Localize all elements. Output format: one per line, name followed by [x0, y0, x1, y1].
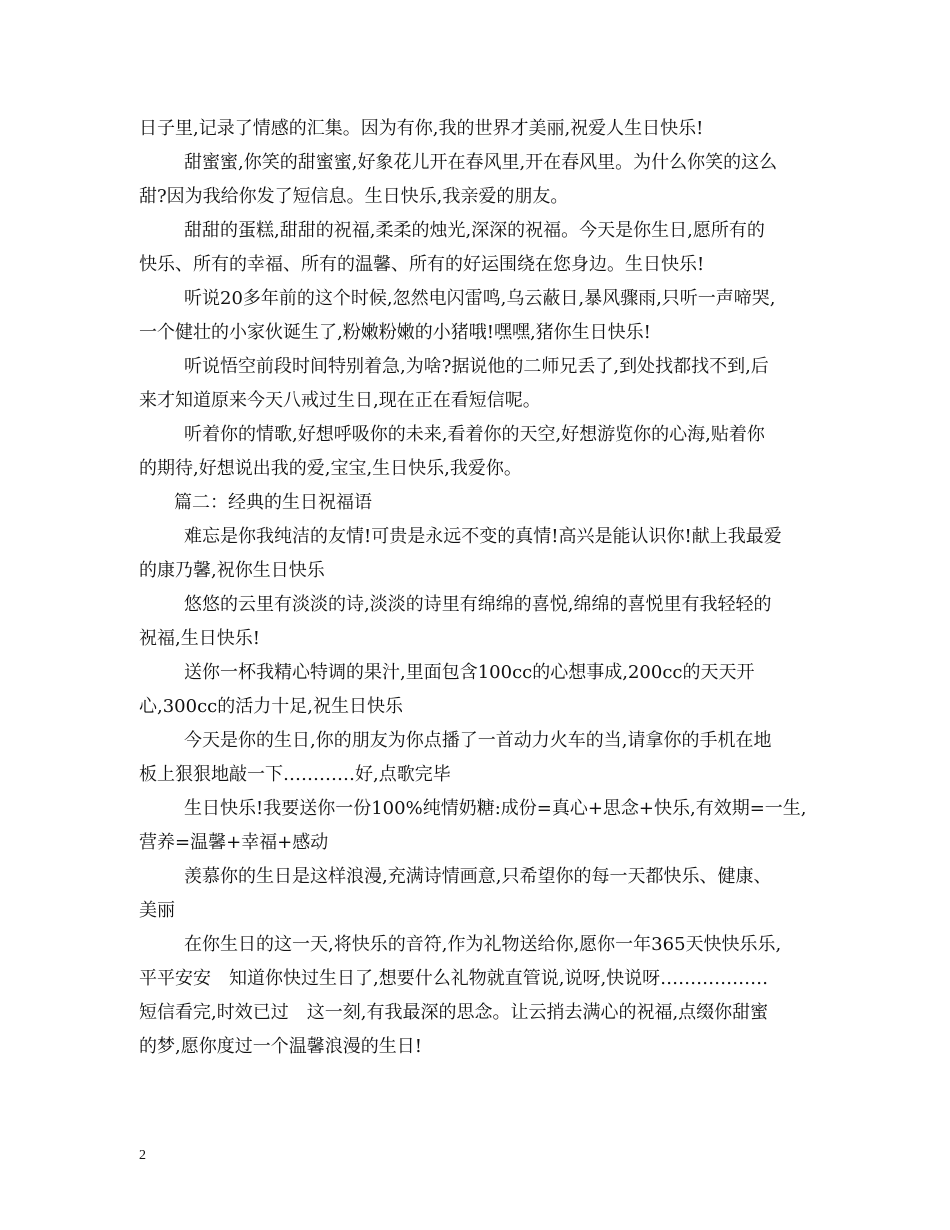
page-number: 2 — [139, 1148, 146, 1163]
text-line: 祝福,生日快乐! — [139, 628, 260, 649]
text-line: 平平安安 知道你快过生日了,想要什么礼物就直管说,说呀,快说呀……………… — [139, 968, 769, 989]
text-line: 的期待,好想说出我的爱,宝宝,生日快乐,我爱你。 — [139, 458, 522, 479]
text-line: 板上狠狠地敲一下…………好,点歌完毕 — [139, 764, 451, 785]
text-line: 听说悟空前段时间特别着急,为啥?据说他的二师兄丢了,到处找都找不到,后 — [184, 356, 769, 377]
section-heading: 篇二：经典的生日祝福语 — [174, 492, 372, 513]
body-text — [139, 112, 819, 1064]
text-line: 短信看完,时效已过 这一刻,有我最深的思念。让云捎去满心的祝福,点缀你甜蜜 — [139, 1002, 769, 1023]
text-line: 听着你的情歌,好想呼吸你的未来,看着你的天空,好想游览你的心海,贴着你 — [184, 424, 765, 445]
text-line: 今天是你的生日,你的朋友为你点播了一首动力火车的当,请拿你的手机在地 — [184, 730, 772, 751]
text-line: 的梦,愿你度过一个温馨浪漫的生日! — [139, 1036, 422, 1057]
text-line: 生日快乐!我要送你一份100%纯情奶糖:成份=真心+思念+快乐,有效期=一生, — [184, 798, 807, 819]
text-line: 羡慕你的生日是这样浪漫,充满诗情画意,只希望你的每一天都快乐、健康、 — [184, 866, 772, 887]
text-line: 日子里,记录了情感的汇集。因为有你,我的世界才美丽,祝爱人生日快乐! — [139, 118, 704, 139]
text-line: 在你生日的这一天,将快乐的音符,作为礼物送给你,愿你一年365天快快乐乐, — [184, 934, 782, 955]
text-line: 快乐、所有的幸福、所有的温馨、所有的好运围绕在您身边。生日快乐! — [139, 254, 705, 275]
text-line: 甜蜜蜜,你笑的甜蜜蜜,好象花儿开在春风里,开在春风里。为什么你笑的这么 — [184, 152, 778, 173]
text-line: 一个健壮的小家伙诞生了,粉嫩粉嫩的小猪哦!嘿嘿,猪你生日快乐! — [139, 322, 651, 343]
text-line: 心,300cc的活力十足,祝生日快乐 — [139, 696, 403, 717]
text-line: 营养=温馨+幸福+感动 — [139, 832, 329, 853]
text-line: 来才知道原来今天八戒过生日,现在正在看短信呢。 — [139, 390, 541, 411]
text-line: 的康乃馨,祝你生日快乐 — [139, 560, 325, 581]
text-line: 甜?因为我给你发了短信息。生日快乐,我亲爱的朋友。 — [139, 186, 569, 207]
text-line: 听说20多年前的这个时候,忽然电闪雷鸣,乌云蔽日,暴风骤雨,只听一声啼哭, — [184, 288, 776, 309]
text-line: 甜甜的蛋糕,甜甜的祝福,柔柔的烛光,深深的祝福。今天是你生日,愿所有的 — [184, 220, 765, 241]
text-line: 送你一杯我精心特调的果汁,里面包含100cc的心想事成,200cc的天天开 — [184, 662, 755, 683]
text-line: 难忘是你我纯洁的友情!可贵是永远不变的真情!高兴是能认识你!献上我最爱 — [184, 526, 782, 547]
text-line: 悠悠的云里有淡淡的诗,淡淡的诗里有绵绵的喜悦,绵绵的喜悦里有我轻轻的 — [184, 594, 772, 615]
text-line: 美丽 — [139, 900, 175, 921]
